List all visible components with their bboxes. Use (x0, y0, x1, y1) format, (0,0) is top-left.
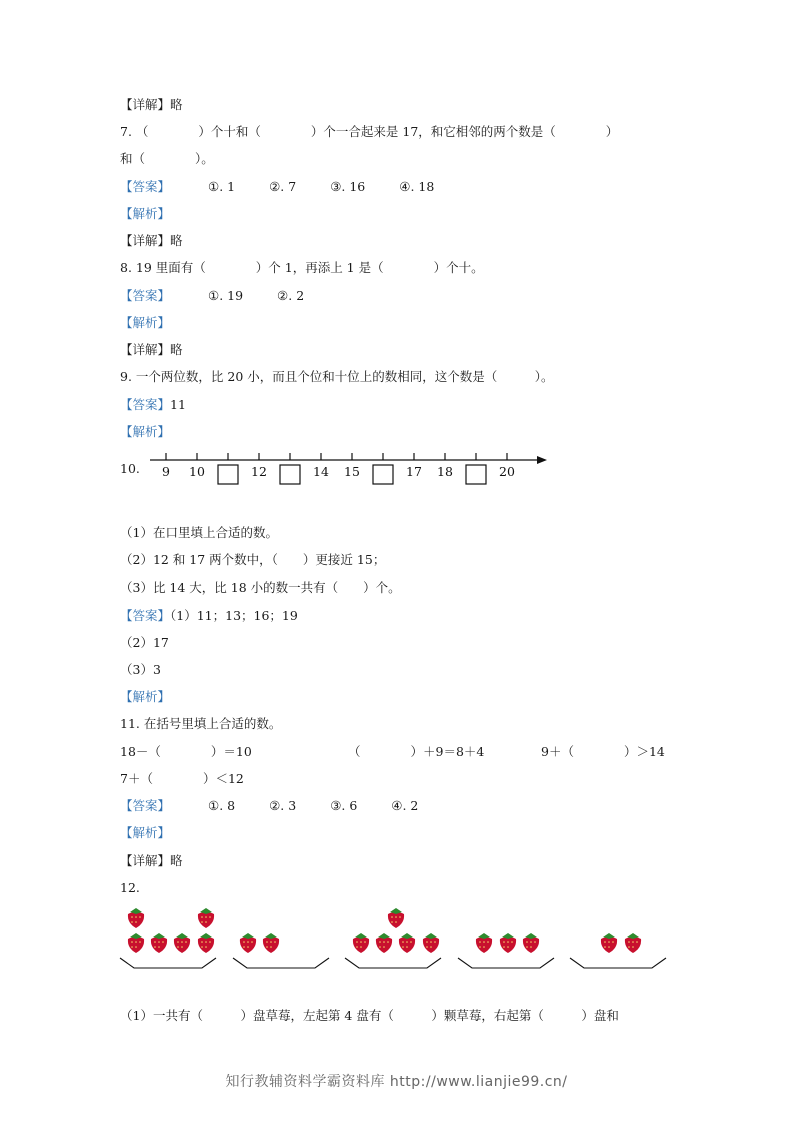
answer-item: ①. 1 (208, 179, 236, 194)
q9-line: 9. 一个两位数，比 20 小，而且个位和十位上的数相同，这个数是（ ）。 (120, 369, 554, 384)
answer-label: 【答案】 (120, 179, 171, 194)
q11-row-2: 7＋（ ）＜12 (120, 771, 244, 786)
answer-label: 【答案】 (120, 608, 171, 623)
strawberry-icon (240, 933, 256, 953)
strawberry-icon (476, 933, 492, 953)
strawberry-icon (388, 908, 404, 928)
answer-item: ③. 16 (330, 179, 366, 194)
q10-number: 10. (120, 461, 140, 476)
tick-label: 14 (313, 464, 329, 479)
answer-item: ④. 18 (399, 179, 435, 194)
strawberry-icon (353, 933, 369, 953)
tick-label: 18 (437, 464, 453, 479)
equation: 9＋（ ）＞14 (541, 744, 665, 759)
q10-sub-1: （1）在口里填上合适的数。 (120, 525, 278, 540)
answer-item: ①. 8 (208, 798, 236, 813)
strawberry-icon (399, 933, 415, 953)
strawberry-icon (523, 933, 539, 953)
q8-analysis-label: 【解析】 (120, 315, 171, 330)
q7-detail: 【详解】略 (120, 233, 183, 248)
strawberry-icon (151, 933, 167, 953)
strawberry-icon (625, 933, 641, 953)
q10-sub-3: （3）比 14 大，比 18 小的数一共有（ ）个。 (120, 580, 401, 595)
q8-line: 8. 19 里面有（ ）个 1，再添上 1 是（ ）个十。 (120, 260, 484, 275)
answer-item: ①. 19 (208, 288, 244, 303)
strawberry-icon (128, 908, 144, 928)
plate-outline (458, 958, 554, 968)
q8-detail: 【详解】略 (120, 342, 183, 357)
strawberry-icon (263, 933, 279, 953)
answer-item: ③. 6 (330, 798, 358, 813)
answer-item: （1）11；13；16；19 (170, 608, 298, 623)
q12-number: 12. (120, 880, 140, 895)
answer-label: 【答案】 (120, 798, 171, 813)
q10-answer-2: （2）17 (120, 635, 169, 650)
strawberry-icon (198, 908, 214, 928)
strawberry-icon (128, 933, 144, 953)
answer-item: 11 (170, 397, 186, 412)
plate-outline (120, 958, 216, 968)
q7-analysis-label: 【解析】 (120, 206, 171, 221)
answer-label: 【答案】 (120, 288, 171, 303)
q10-analysis-label: 【解析】 (120, 689, 171, 704)
strawberry-icon (174, 933, 190, 953)
equation: 18－（ ）＝10 (120, 744, 252, 759)
q10-answer-3: （3）3 (120, 662, 161, 677)
equation: （ ）＋9＝8＋4 (348, 744, 485, 759)
tick-label: 15 (344, 464, 360, 479)
tick-label: 12 (251, 464, 267, 479)
answer-label: 【答案】 (120, 397, 171, 412)
q11-line: 11. 在括号里填上合适的数。 (120, 716, 282, 731)
answer-item: ②. 7 (269, 179, 297, 194)
q10-sub-2: （2）12 和 17 两个数中，（ ）更接近 15； (120, 552, 386, 567)
strawberry-icon (500, 933, 516, 953)
tick-label: 17 (406, 464, 422, 479)
q12-sub-1: （1）一共有（ ）盘草莓，左起第 4 盘有（ ）颗草莓，右起第（ ）盘和 (120, 1008, 619, 1023)
q11-detail: 【详解】略 (120, 853, 183, 868)
tick-label: 9 (162, 464, 170, 479)
answer-item: ②. 3 (269, 798, 297, 813)
tick-label: 20 (499, 464, 515, 479)
answer-item: ④. 2 (391, 798, 419, 813)
plate-outline (345, 958, 441, 968)
detail-line: 【详解】略 (120, 97, 183, 112)
answer-item: ②. 2 (277, 288, 305, 303)
strawberry-icon (423, 933, 439, 953)
plate-outline (570, 958, 666, 968)
footer-watermark: 知行教辅资料学霸资料库 http://www.lianjie99.cn/ (225, 1074, 568, 1090)
strawberry-icon (198, 933, 214, 953)
q9-analysis-label: 【解析】 (120, 424, 171, 439)
q11-analysis-label: 【解析】 (120, 825, 171, 840)
strawberry-icon (376, 933, 392, 953)
q7-line-2: 和（ ）。 (120, 151, 214, 166)
tick-label: 10 (189, 464, 205, 479)
q7-line-1: 7. （ ）个十和（ ）个一合起来是 17，和它相邻的两个数是（ ） (120, 124, 619, 139)
strawberry-icon (601, 933, 617, 953)
plate-outline (233, 958, 329, 968)
